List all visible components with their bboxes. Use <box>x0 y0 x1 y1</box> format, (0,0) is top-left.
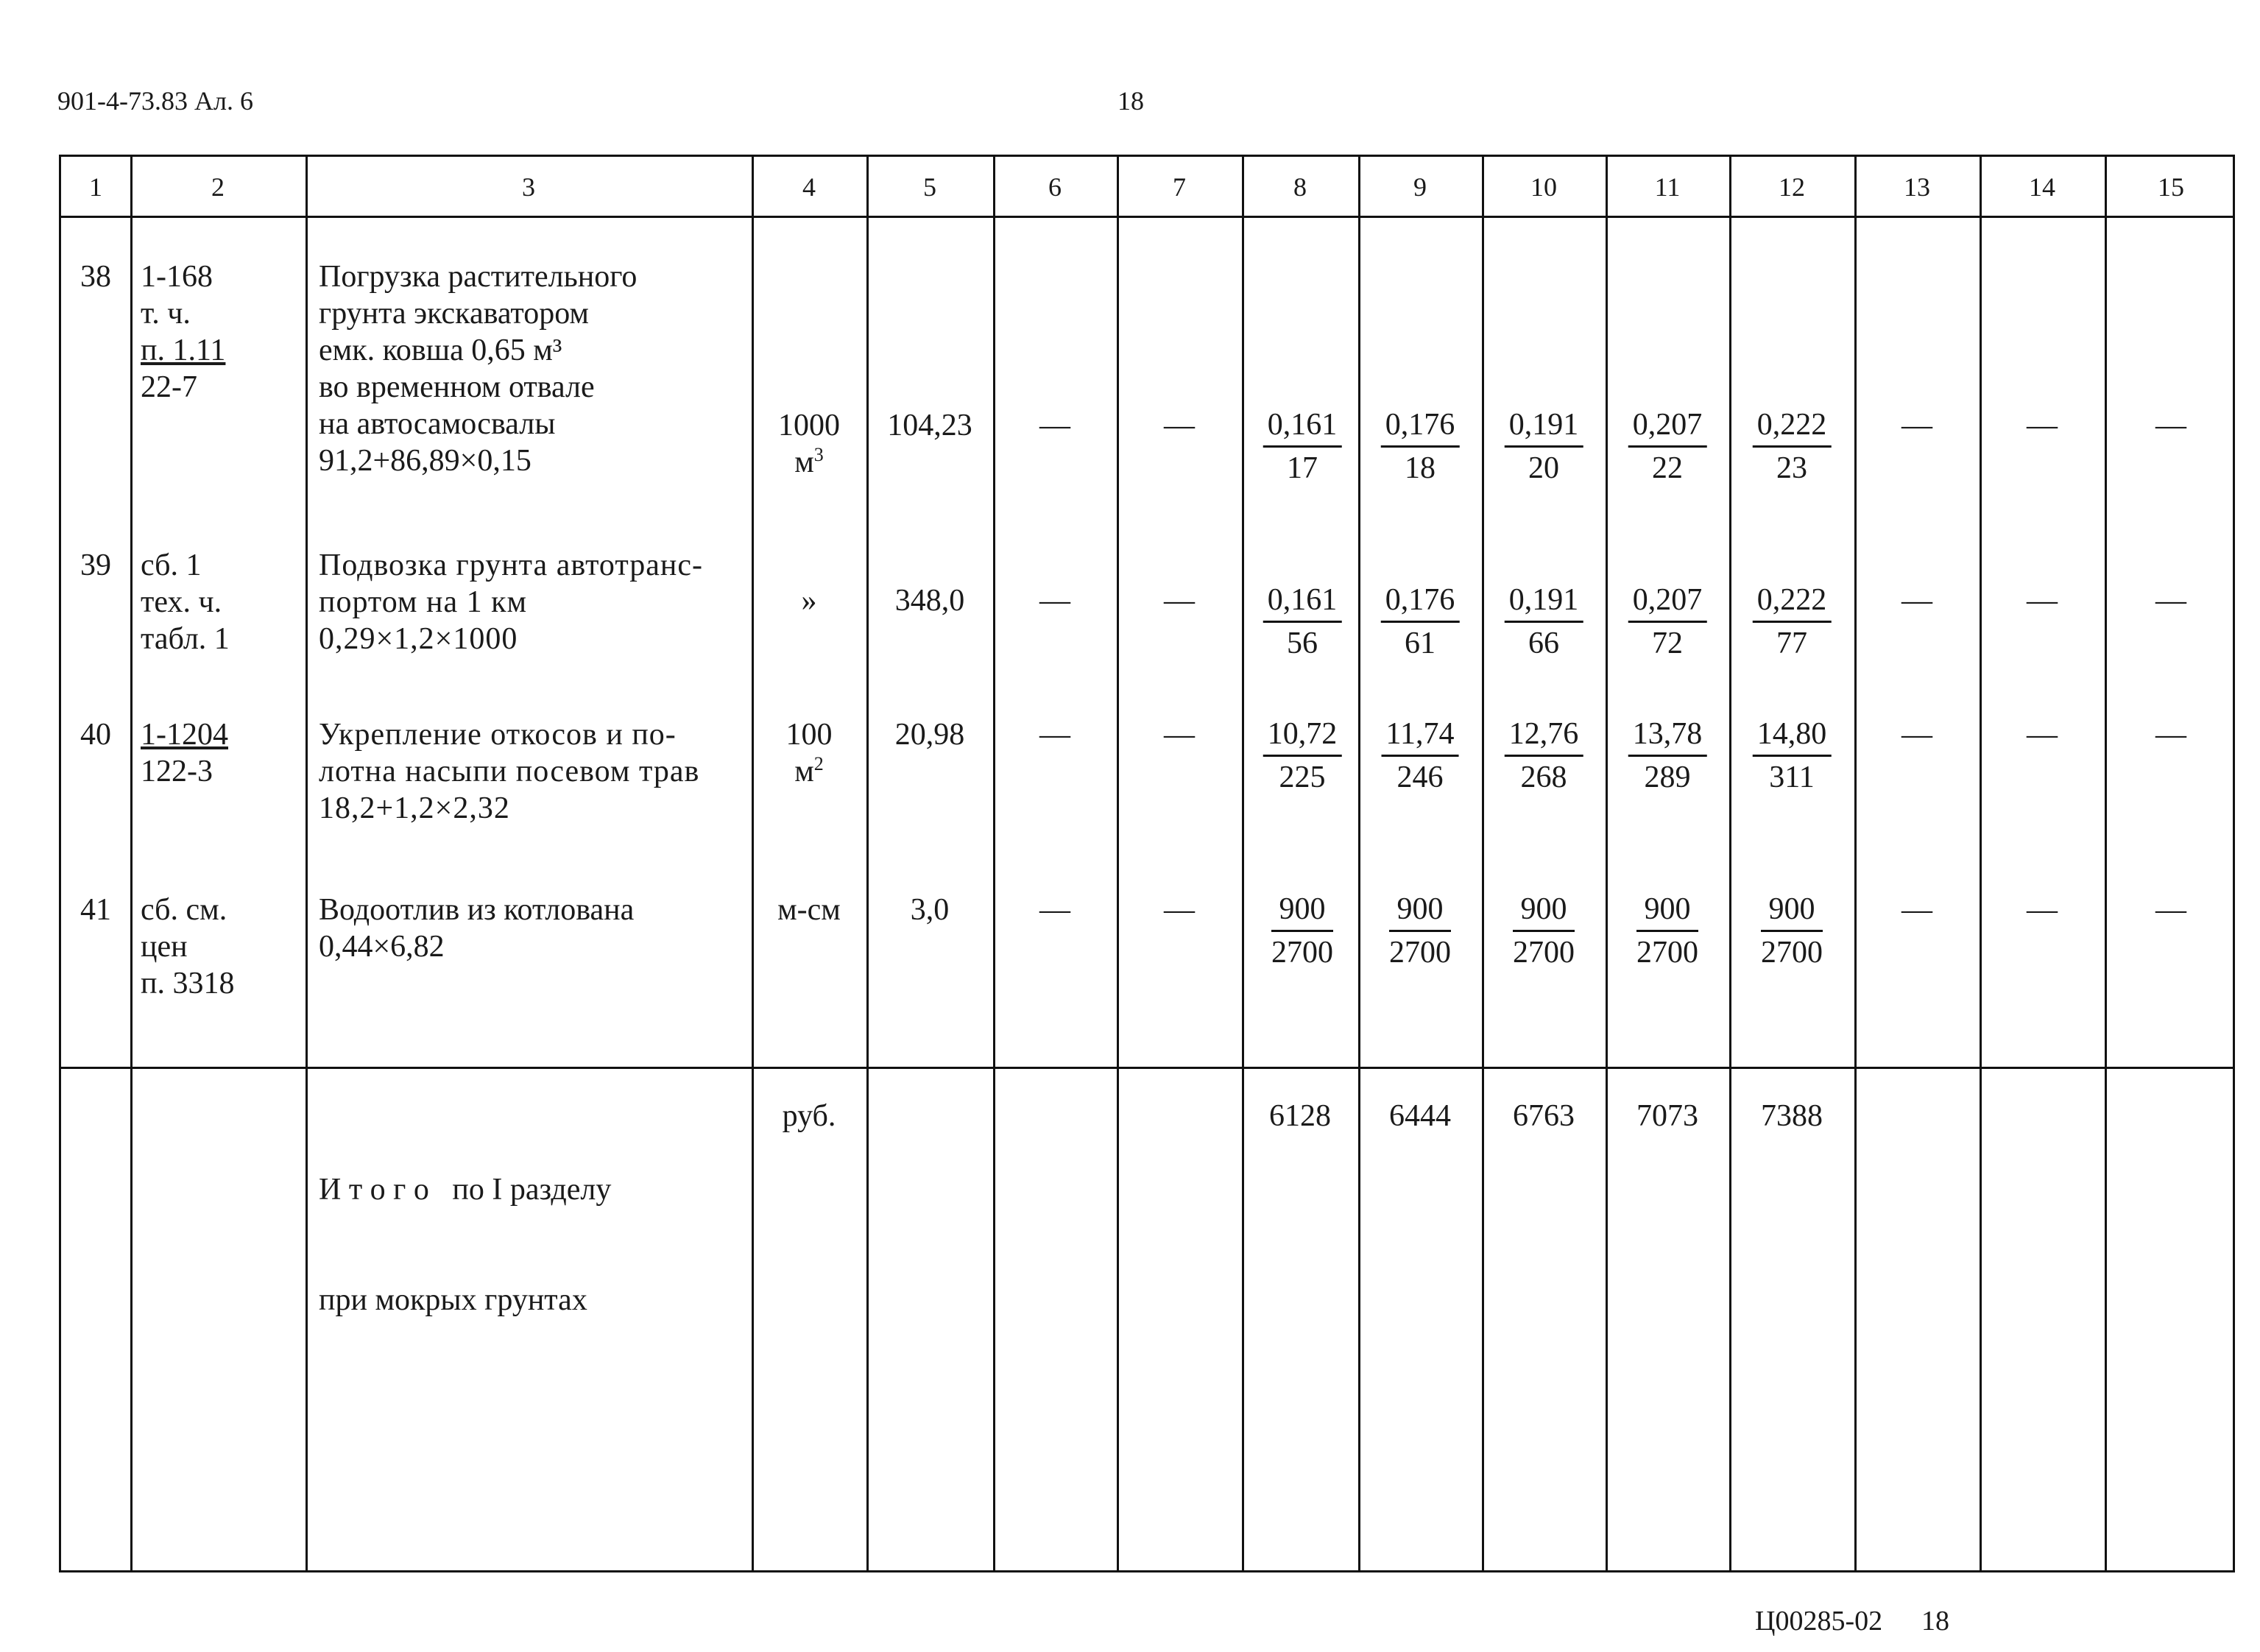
footer-code: Ц00285-02 <box>1755 1606 1883 1637</box>
norm-reference: 1-168 т. ч. п. 1.11 22-7 <box>141 260 226 404</box>
fraction-value: $\frac{10,72}{225}$ <box>1263 716 1342 795</box>
fraction-value: $\frac{900}{2700}$ <box>1761 892 1823 970</box>
row-number: 38 <box>80 260 111 294</box>
dash-cell: — <box>1164 584 1195 618</box>
estimate-table <box>59 155 2235 1572</box>
header-separator <box>61 216 2233 218</box>
dash-cell: — <box>1901 409 1932 442</box>
col-number: 9 <box>1413 172 1427 202</box>
row-number: 41 <box>80 893 111 927</box>
col-line <box>993 157 995 1570</box>
dash-cell: — <box>2027 584 2058 618</box>
col-line <box>1242 157 1244 1570</box>
col-number: 4 <box>802 172 816 202</box>
col-line <box>1117 157 1119 1570</box>
total-value: 7073 <box>1636 1099 1698 1133</box>
fraction-value: $\frac{13,78}{289}$ <box>1628 716 1707 795</box>
fraction-value: $\frac{11,74}{246}$ <box>1382 716 1459 795</box>
document-code: 901-4-73.83 Ал. 6 <box>57 86 253 116</box>
norm-reference: сб. 1 тех. ч. табл. 1 <box>141 548 230 656</box>
total-value: 6128 <box>1269 1099 1331 1133</box>
quantity: 104,23 <box>887 409 972 442</box>
col-line <box>2105 157 2107 1570</box>
col-number: 2 <box>211 172 225 202</box>
fraction-value: $\frac{0,222}{23}$ <box>1753 407 1832 486</box>
fraction-value: $\frac{900}{2700}$ <box>1513 892 1575 970</box>
col-line <box>1606 157 1608 1570</box>
row-number: 39 <box>80 548 111 582</box>
col-number: 6 <box>1048 172 1062 202</box>
total-unit: руб. <box>782 1099 836 1133</box>
page-number-bottom: 18 <box>1921 1606 1949 1637</box>
fraction-value: $\frac{0,207}{72}$ <box>1628 582 1707 661</box>
dash-cell: — <box>1901 584 1932 618</box>
dash-cell: — <box>2027 893 2058 927</box>
col-line <box>752 157 754 1570</box>
dash-cell: — <box>2155 893 2186 927</box>
unit-of-measure: 1000 $м^3$ <box>778 409 840 479</box>
dash-cell: — <box>1039 718 1070 752</box>
col-line <box>1358 157 1360 1570</box>
col-line <box>1729 157 1731 1570</box>
col-number: 8 <box>1293 172 1307 202</box>
col-line <box>866 157 869 1570</box>
norm-reference: сб. см. цен п. 3318 <box>141 893 235 1000</box>
work-description: Водоотлив из котлована 0,44×6,82 <box>319 893 635 964</box>
fraction-value: $\frac{0,191}{66}$ <box>1505 582 1583 661</box>
fraction-value: $\frac{900}{2700}$ <box>1636 892 1698 970</box>
dash-cell: — <box>1164 409 1195 442</box>
total-value: 7388 <box>1761 1099 1823 1133</box>
col-number: 1 <box>89 172 102 202</box>
dash-cell: — <box>2027 409 2058 442</box>
col-line <box>1980 157 1982 1570</box>
unit-of-measure: м-см <box>777 893 841 927</box>
dash-cell: — <box>1039 893 1070 927</box>
col-line <box>130 157 133 1570</box>
dash-cell: — <box>2155 718 2186 752</box>
fraction-value: $\frac{14,80}{311}$ <box>1753 716 1832 795</box>
unit-of-measure: 100 $м^2$ <box>785 718 833 788</box>
dash-cell: — <box>1039 409 1070 442</box>
norm-reference: 1-1204 122-3 <box>141 718 228 788</box>
work-description: Подвозка грунта автотранс- портом на 1 км 0,29×1,2×1000 <box>319 548 703 656</box>
fraction-value: $\frac{0,207}{22}$ <box>1628 407 1707 486</box>
quantity: 348,0 <box>894 584 965 618</box>
col-number: 13 <box>1904 172 1930 202</box>
col-number: 14 <box>2029 172 2055 202</box>
quantity: 3,0 <box>910 893 950 927</box>
fraction-value: $\frac{0,161}{17}$ <box>1263 407 1342 486</box>
row-number: 40 <box>80 718 111 752</box>
col-number: 12 <box>1779 172 1805 202</box>
col-line <box>1854 157 1857 1570</box>
dash-cell: — <box>1164 718 1195 752</box>
dash-cell: — <box>1901 718 1932 752</box>
dash-cell: — <box>1164 893 1195 927</box>
col-number: 11 <box>1654 172 1681 202</box>
total-separator <box>61 1067 2233 1069</box>
dash-cell: — <box>2155 584 2186 618</box>
fraction-value: $\frac{900}{2700}$ <box>1271 892 1333 970</box>
fraction-value: $\frac{0,176}{18}$ <box>1381 407 1460 486</box>
quantity: 20,98 <box>894 718 965 752</box>
col-number: 15 <box>2158 172 2184 202</box>
col-number: 3 <box>522 172 535 202</box>
fraction-value: $\frac{0,191}{20}$ <box>1505 407 1583 486</box>
total-description: И т о г о по I разделу при мокрых грунтах <box>319 1173 612 1317</box>
total-value: 6763 <box>1513 1099 1575 1133</box>
col-number: 10 <box>1530 172 1557 202</box>
fraction-value: $\frac{0,161}{56}$ <box>1263 582 1342 661</box>
unit-of-measure: » <box>801 584 817 618</box>
dash-cell: — <box>2155 409 2186 442</box>
work-description: Укрепление откосов и по- лотна насыпи посевом трав 18,2+1,2×2,32 <box>319 718 700 825</box>
col-line <box>1482 157 1484 1570</box>
fraction-value: $\frac{0,222}{77}$ <box>1753 582 1832 661</box>
total-value: 6444 <box>1389 1099 1451 1133</box>
fraction-value: $\frac{900}{2700}$ <box>1389 892 1451 970</box>
dash-cell: — <box>1039 584 1070 618</box>
work-description: Погрузка растительного грунта экскаватором емк. ковша 0,65 м³ во временном отвале на автосамосвалы 91,2+86,89×0,15 <box>319 260 638 478</box>
col-number: 5 <box>923 172 936 202</box>
fraction-value: $\frac{0,176}{61}$ <box>1381 582 1460 661</box>
fraction-value: $\frac{12,76}{268}$ <box>1505 716 1583 795</box>
col-line <box>306 157 308 1570</box>
page-number-top: 18 <box>1117 86 1144 116</box>
dash-cell: — <box>1901 893 1932 927</box>
dash-cell: — <box>2027 718 2058 752</box>
col-number: 7 <box>1173 172 1186 202</box>
